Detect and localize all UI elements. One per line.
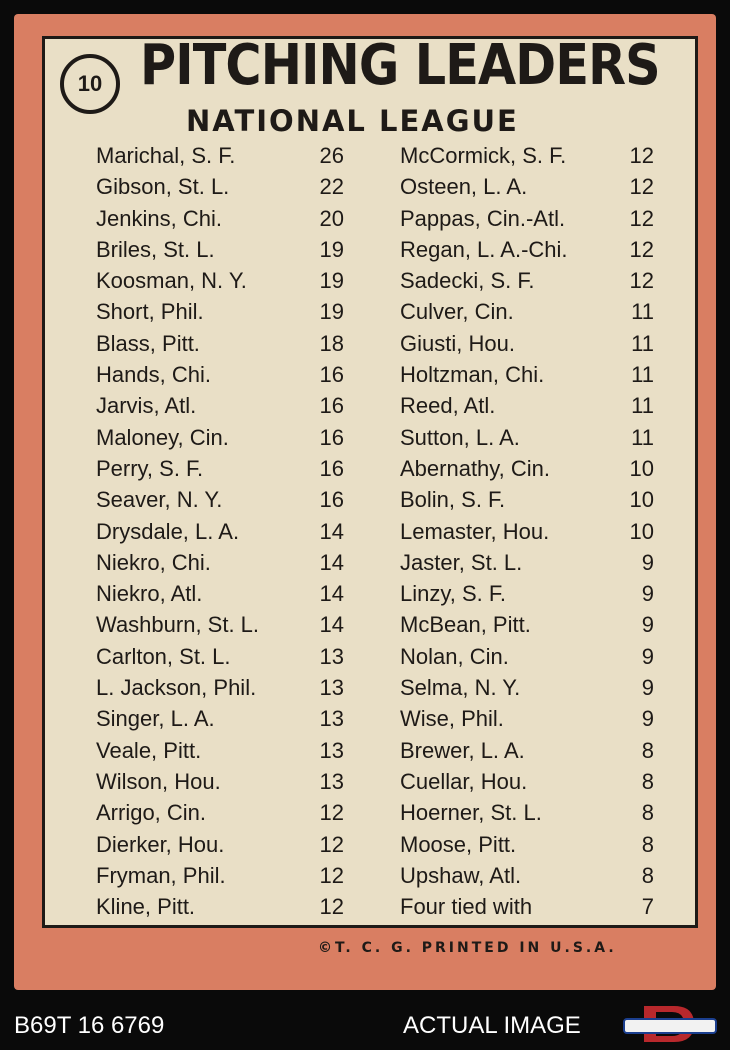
leader-row: [400, 797, 660, 828]
pitcher-name: Washburn, St. L.: [96, 612, 260, 638]
leader-row: [96, 766, 356, 797]
pitcher-wins: 9: [641, 549, 654, 575]
pitcher-wins: 19: [319, 236, 344, 262]
leader-row: [96, 829, 356, 860]
pitcher-wins: 11: [631, 362, 654, 388]
pitcher-name: Brewer, L. A.: [400, 737, 525, 763]
card-number-text: 10: [77, 71, 103, 96]
leader-row: [400, 672, 660, 703]
leader-row: [96, 641, 356, 672]
pitcher-wins: 8: [641, 768, 654, 794]
pitcher-wins: 12: [319, 800, 344, 826]
pitcher-wins: 11: [631, 330, 654, 356]
pitcher-wins: 16: [319, 362, 344, 388]
pitcher-name: Wilson, Hou.: [96, 768, 221, 794]
card-number: [60, 54, 120, 114]
pitcher-name: Seaver, N. Y.: [96, 487, 223, 513]
pitcher-name: Koosman, N. Y.: [96, 268, 247, 294]
pitcher-wins: 16: [319, 455, 344, 481]
pitcher-name: Short, Phil.: [96, 299, 204, 325]
leader-row: [96, 359, 356, 390]
pitcher-name: Sadecki, S. F.: [400, 268, 535, 294]
card-title: PITCHING LEADERS: [140, 33, 660, 98]
pitcher-name: Osteen, L. A.: [400, 174, 528, 200]
pitcher-name: Dierker, Hou.: [96, 831, 225, 857]
leader-row: [400, 203, 660, 234]
pitcher-name: Abernathy, Cin.: [400, 455, 551, 481]
pitcher-name: Lemaster, Hou.: [400, 518, 550, 544]
leader-row: [400, 703, 660, 734]
pitcher-wins: 13: [319, 768, 344, 794]
pitcher-wins: 11: [631, 424, 654, 450]
pitcher-wins: 9: [641, 643, 654, 669]
pitcher-wins: 10: [629, 487, 654, 513]
leader-row: [400, 484, 660, 515]
pitcher-wins: 8: [641, 831, 654, 857]
leader-row: [96, 453, 356, 484]
pitcher-wins: 8: [641, 800, 654, 826]
pitcher-name: Jaster, St. L.: [400, 549, 523, 575]
pitcher-wins: 19: [319, 299, 344, 325]
pitcher-name: Fryman, Phil.: [96, 862, 226, 888]
pitcher-wins: 8: [641, 737, 654, 763]
leader-row: [96, 672, 356, 703]
pitcher-name: Arrigo, Cin.: [96, 800, 207, 826]
pitcher-wins: 12: [629, 174, 654, 200]
leader-row: [96, 547, 356, 578]
caption-actual-image: ACTUAL IMAGE: [403, 1012, 581, 1039]
leader-row: [96, 171, 356, 202]
pitcher-name: Linzy, S. F.: [400, 581, 506, 607]
pitcher-name: Moose, Pitt.: [400, 831, 517, 857]
pitcher-name: Nolan, Cin.: [400, 643, 509, 669]
leader-row: [400, 265, 660, 296]
leader-row: [400, 829, 660, 860]
pitcher-wins: 13: [319, 737, 344, 763]
leader-row: [400, 140, 660, 171]
leader-row: [96, 735, 356, 766]
pitcher-name: Regan, L. A.-Chi.: [400, 236, 568, 262]
leader-row: [96, 797, 356, 828]
leader-row: [96, 390, 356, 421]
leader-row: [400, 860, 660, 891]
leader-row: [400, 891, 660, 922]
pitcher-name: Niekro, Atl.: [96, 581, 203, 607]
pitcher-wins: 11: [631, 393, 654, 419]
leader-row: [400, 234, 660, 265]
pitcher-wins: 12: [629, 143, 654, 168]
pitcher-wins: 8: [641, 862, 654, 888]
card-subtitle: NATIONAL LEAGUE: [186, 104, 519, 138]
pitcher-name: Veale, Pitt.: [96, 737, 202, 763]
leader-row: [400, 390, 660, 421]
leader-row: [96, 860, 356, 891]
pitcher-name: Blass, Pitt.: [96, 330, 200, 356]
leader-row: [96, 296, 356, 327]
pitcher-name: Holtzman, Chi.: [400, 362, 545, 388]
copyright-line: ©T. C. G. PRINTED IN U.S.A.: [318, 940, 617, 956]
leader-row: [400, 609, 660, 640]
leader-row: [96, 609, 356, 640]
pitcher-wins: 19: [319, 268, 344, 294]
leader-row: [400, 547, 660, 578]
pitcher-name: Hoerner, St. L.: [400, 800, 542, 826]
pitcher-name: McCormick, S. F.: [400, 143, 567, 168]
pitcher-wins: 16: [319, 487, 344, 513]
pitcher-name: Reed, Atl.: [400, 393, 496, 419]
pitcher-name: Carlton, St. L.: [96, 643, 231, 669]
leader-row: [96, 578, 356, 609]
leader-row: [96, 140, 356, 171]
pitcher-wins: 11: [631, 299, 654, 325]
pitcher-wins: 12: [629, 268, 654, 294]
leader-row: [96, 422, 356, 453]
left-leaders-column: [96, 140, 356, 922]
pitcher-wins: 20: [319, 205, 344, 231]
pitcher-wins: 12: [319, 862, 344, 888]
leader-row: [96, 516, 356, 547]
pitcher-wins: 14: [319, 549, 344, 575]
pitcher-name: Briles, St. L.: [96, 236, 215, 262]
pitcher-wins: 10: [629, 455, 654, 481]
pitcher-name: Selma, N. Y.: [400, 675, 521, 701]
leader-row: [400, 359, 660, 390]
pitcher-name: Bolin, S. F.: [400, 487, 506, 513]
caption-card-id: B69T 16 6769: [14, 1012, 165, 1039]
pitcher-wins: 12: [319, 831, 344, 857]
pitcher-name: Drysdale, L. A.: [96, 518, 240, 544]
pitcher-wins: 10: [629, 518, 654, 544]
pitcher-name: Jenkins, Chi.: [96, 205, 222, 231]
pitcher-wins: 18: [319, 330, 344, 356]
pitcher-wins: 9: [641, 581, 654, 607]
pitcher-wins: 12: [319, 894, 344, 920]
pitcher-wins: 12: [629, 205, 654, 231]
pitcher-wins: 22: [319, 174, 344, 200]
leader-row: [400, 171, 660, 202]
leader-row: [400, 422, 660, 453]
pitcher-name: Marichal, S. F.: [96, 143, 236, 168]
pitcher-name: Hands, Chi.: [96, 362, 211, 388]
pitcher-name: Upshaw, Atl.: [400, 862, 522, 888]
pitcher-name: L. Jackson, Phil.: [96, 675, 257, 701]
leader-row: [400, 453, 660, 484]
leader-row: [96, 234, 356, 265]
pitcher-name: Niekro, Chi.: [96, 549, 211, 575]
pitcher-wins: 16: [319, 393, 344, 419]
pitcher-name: Pappas, Cin.-Atl.: [400, 205, 566, 231]
pitcher-name: Cuellar, Hou.: [400, 768, 528, 794]
leader-row: [96, 703, 356, 734]
pitcher-wins: 14: [319, 518, 344, 544]
pitcher-name: Wise, Phil.: [400, 706, 504, 732]
pitcher-name: Giusti, Hou.: [400, 330, 515, 356]
pitcher-name: Perry, S. F.: [96, 455, 204, 481]
leader-row: [400, 735, 660, 766]
pitcher-name: Sutton, L. A.: [400, 424, 520, 450]
leader-row: [400, 296, 660, 327]
leader-row: [96, 265, 356, 296]
right-leaders-column: [400, 140, 660, 922]
leader-row: [400, 641, 660, 672]
pitcher-wins: 14: [319, 581, 344, 607]
pitcher-wins: 13: [319, 675, 344, 701]
pitcher-name: Jarvis, Atl.: [96, 393, 197, 419]
pitcher-name: McBean, Pitt.: [400, 612, 531, 638]
pitcher-wins: 26: [319, 143, 344, 168]
pitcher-name: Kline, Pitt.: [96, 894, 196, 920]
leader-row: [400, 328, 660, 359]
pitcher-wins: 12: [629, 236, 654, 262]
leader-row: [400, 766, 660, 797]
pitcher-wins: 14: [319, 612, 344, 638]
pitcher-wins: 13: [319, 706, 344, 732]
pitcher-wins: 13: [319, 643, 344, 669]
pitcher-name: Four tied with: [400, 894, 533, 920]
pitcher-name: Gibson, St. L.: [96, 174, 230, 200]
pitcher-wins: 9: [641, 675, 654, 701]
pitcher-wins: 16: [319, 424, 344, 450]
pitcher-wins: 9: [641, 706, 654, 732]
leader-row: [400, 516, 660, 547]
pitcher-name: Culver, Cin.: [400, 299, 514, 325]
leader-row: [96, 484, 356, 515]
leader-row: [400, 578, 660, 609]
pitcher-wins: 9: [641, 612, 654, 638]
leader-row: [96, 891, 356, 922]
pitcher-name: Maloney, Cin.: [96, 424, 229, 450]
leader-row: [96, 203, 356, 234]
leader-row: [96, 328, 356, 359]
deans-cards-logo: [622, 1004, 718, 1044]
pitcher-wins: 7: [641, 894, 654, 920]
pitcher-name: Singer, L. A.: [96, 706, 215, 732]
